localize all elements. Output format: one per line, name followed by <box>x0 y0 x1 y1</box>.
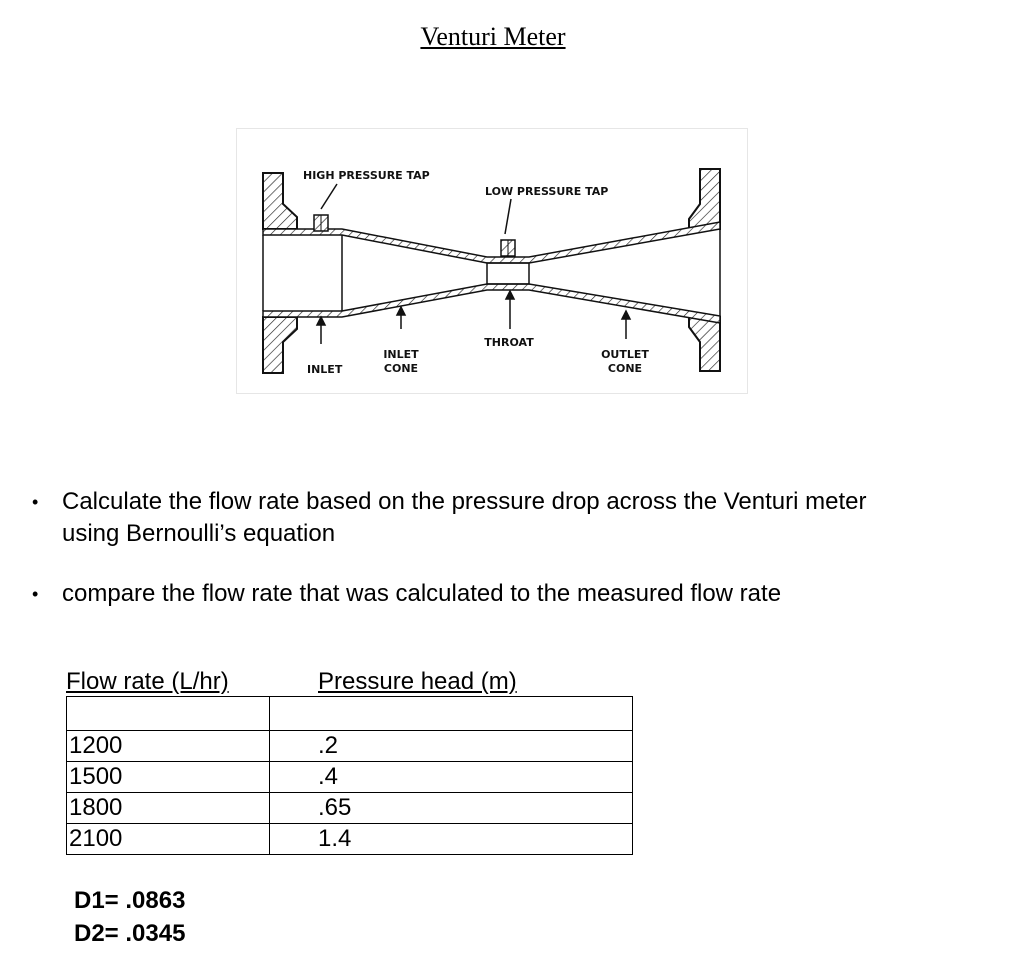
low-pressure-tap-label: LOW PRESSURE TAP <box>485 185 609 198</box>
outlet-cone-label-1: OUTLET <box>601 348 649 361</box>
instruction-item <box>32 578 992 610</box>
d2-value: D2= .0345 <box>74 920 186 947</box>
inlet-cone-label-2: CONE <box>383 362 419 375</box>
inlet-cone-label-1: INLET <box>383 348 419 361</box>
low-pressure-tap-icon <box>501 240 515 256</box>
table-row <box>67 762 633 793</box>
bullet-icon: • <box>32 492 39 512</box>
instruction-text-continued: using Bernoulli’s equation <box>62 520 336 547</box>
flow-rate-cell: 2100 <box>67 824 270 855</box>
pressure-head-cell: .65 <box>270 793 633 824</box>
flow-rate-cell: 1500 <box>67 762 270 793</box>
flow-rate-cell: 1800 <box>67 793 270 824</box>
flow-rate-header: Flow rate (L/hr) <box>66 668 229 695</box>
high-pressure-tap-label: HIGH PRESSURE TAP <box>303 169 430 182</box>
instruction-text: compare the flow rate that was calculated to the measured flow rate <box>62 580 782 607</box>
table-row <box>67 697 633 731</box>
page-title: Venturi Meter <box>420 22 566 51</box>
data-table <box>66 696 633 855</box>
throat-label: THROAT <box>484 336 534 349</box>
instructions-list <box>32 486 992 638</box>
outlet-flange <box>689 169 720 371</box>
outlet-cone-label-2: CONE <box>607 362 643 375</box>
pipe-wall <box>263 222 720 323</box>
d1-value: D1= .0863 <box>74 887 186 914</box>
venturi-diagram <box>236 128 748 394</box>
inlet-flange <box>263 173 297 373</box>
high-pressure-tap-icon <box>314 215 328 231</box>
pressure-head-cell: 1.4 <box>270 824 633 855</box>
table-row <box>67 824 633 855</box>
table-row <box>67 731 633 762</box>
dimensions-block <box>74 884 185 950</box>
instruction-text: Calculate the flow rate based on the pressure drop across the Venturi meter <box>62 488 867 515</box>
pressure-head-cell: .2 <box>270 731 633 762</box>
table-row <box>67 793 633 824</box>
bullet-icon: • <box>32 584 39 604</box>
instruction-item <box>32 486 992 550</box>
pressure-head-cell: .4 <box>270 762 633 793</box>
flow-rate-cell: 1200 <box>67 731 270 762</box>
inlet-label: INLET <box>307 363 343 376</box>
pressure-head-header: Pressure head (m) <box>318 668 517 695</box>
